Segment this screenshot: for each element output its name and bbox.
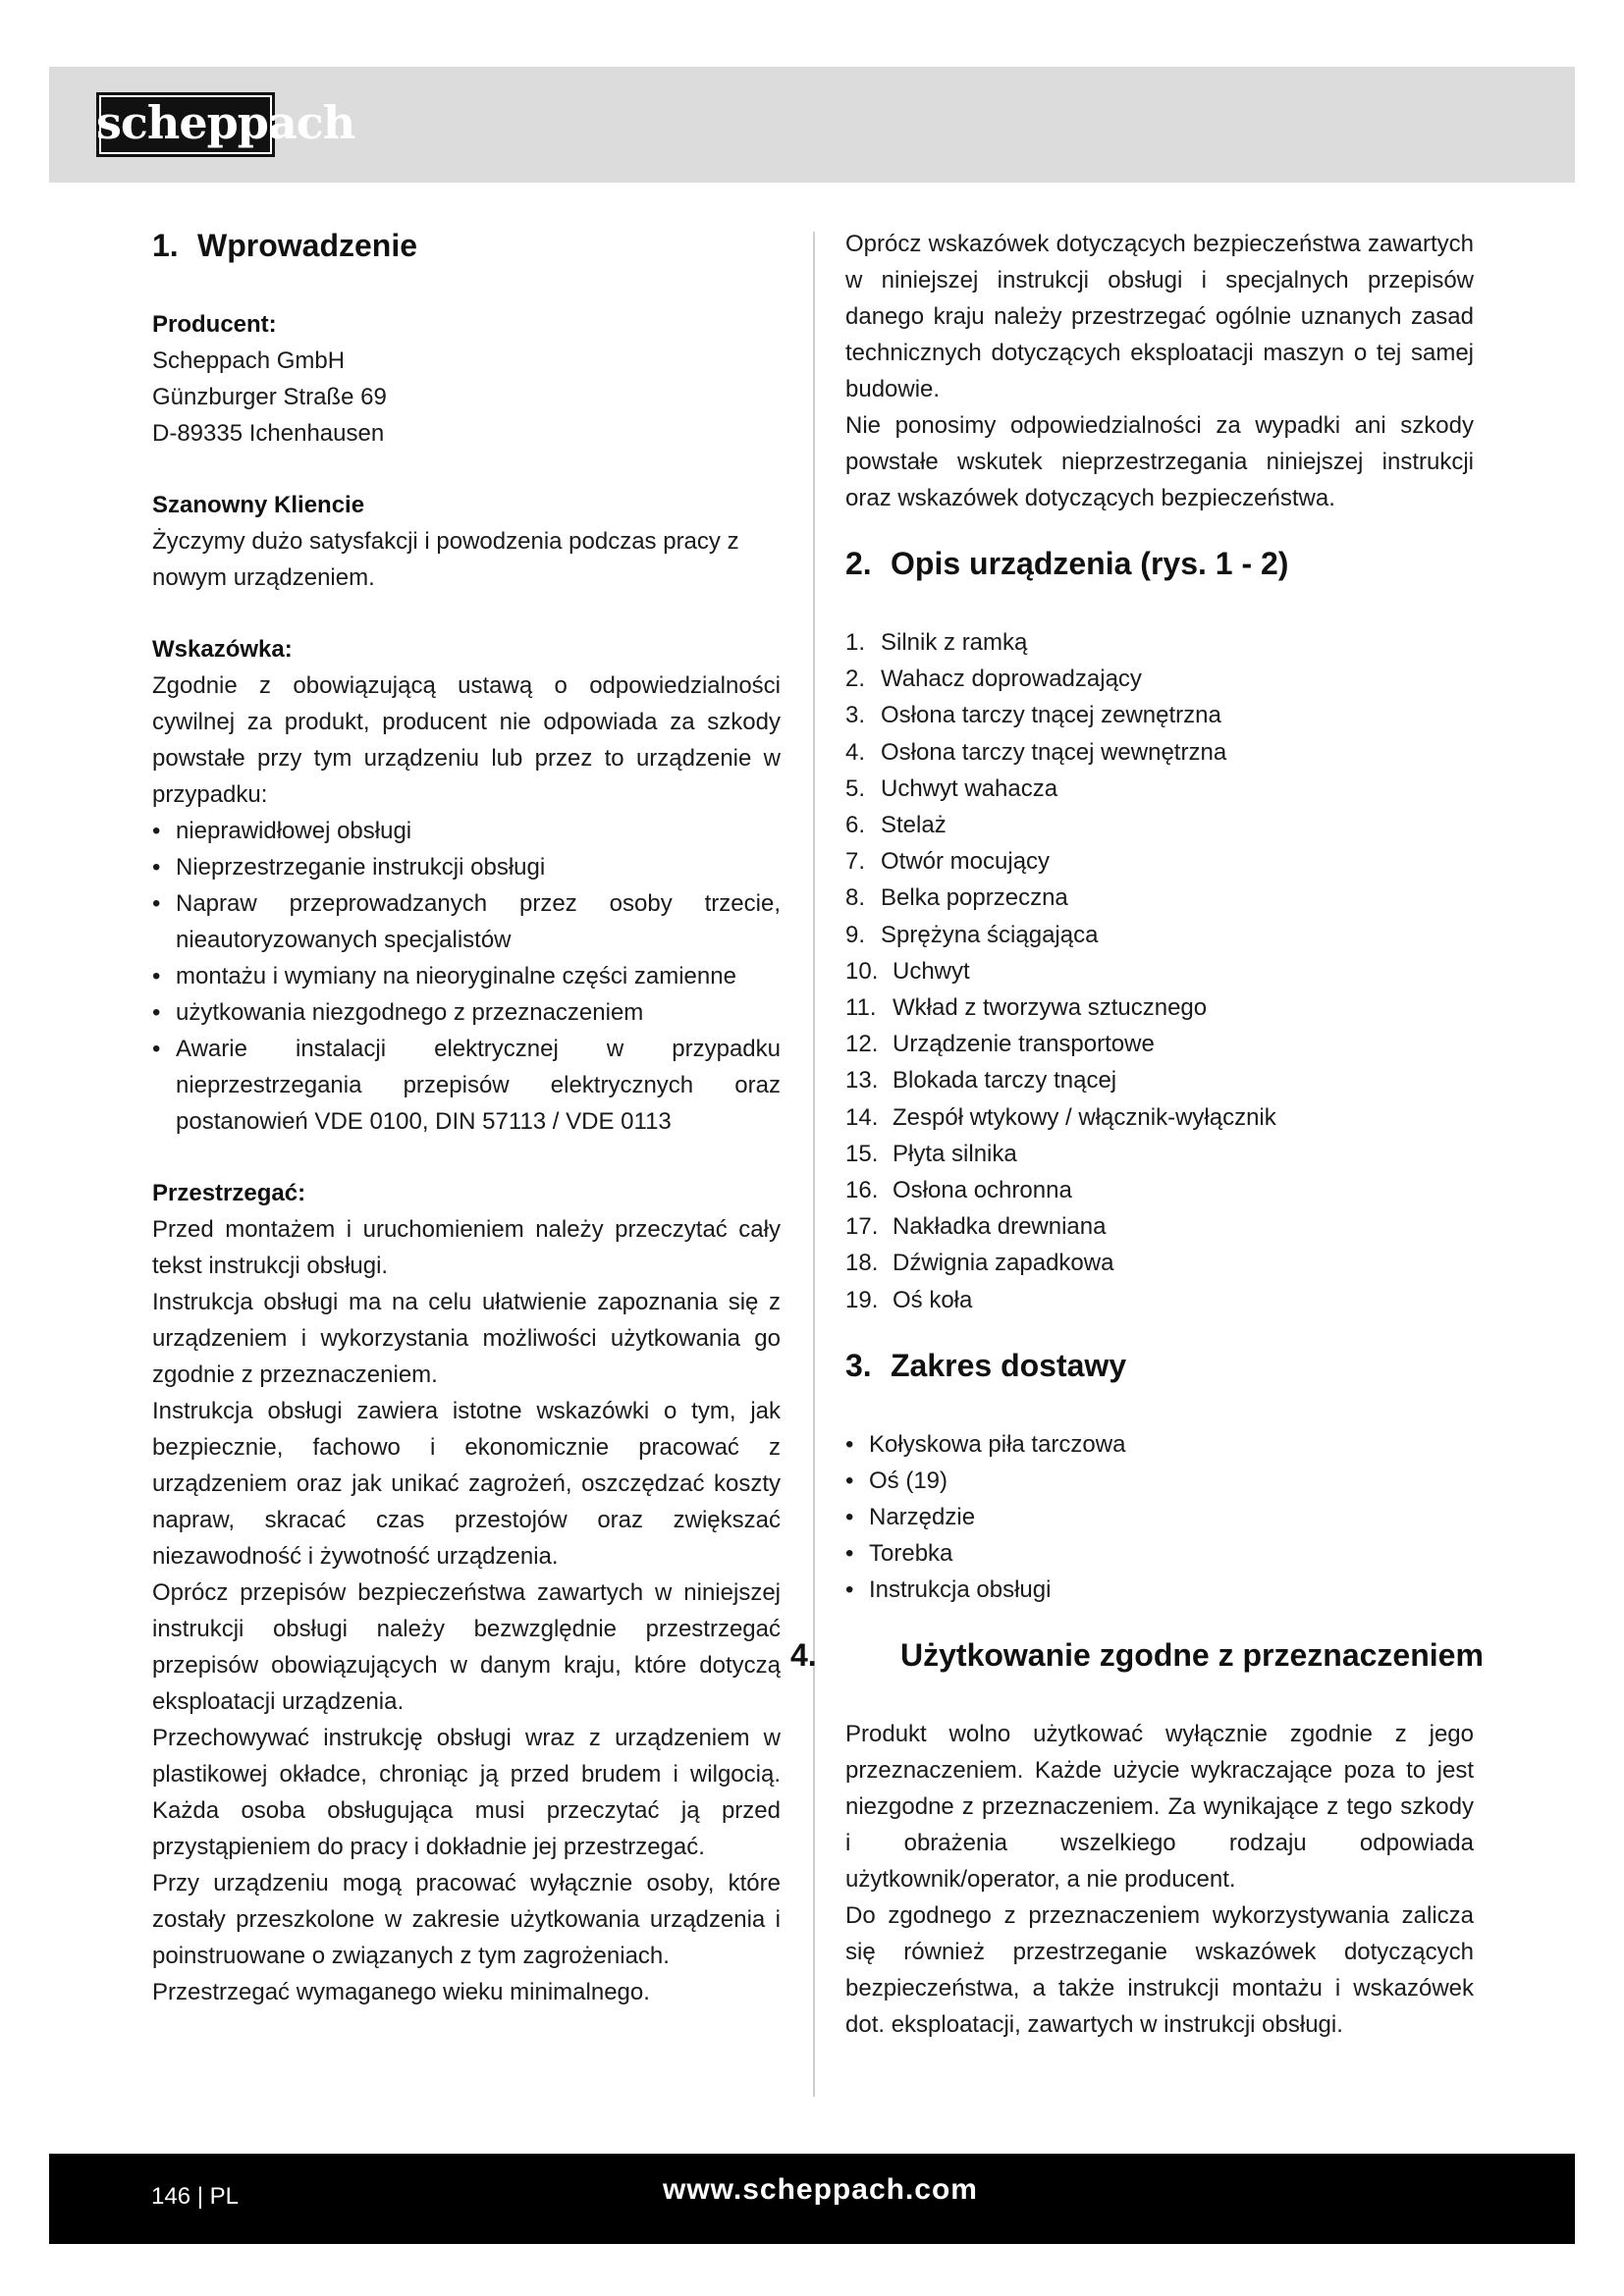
- list-item: 3. Osłona tarczy tnącej zewnętrzna: [845, 702, 1221, 729]
- customer-text: Życzymy dużo satysfakcji i powodzenia podczas pracy z nowym urządzeniem.: [152, 528, 739, 591]
- list-item: • nieprawidłowej obsługi: [152, 818, 412, 844]
- list-item: • Instrukcja obsługi: [845, 1575, 1052, 1603]
- list-item: 12. Urządzenie transportowe: [845, 1031, 1155, 1058]
- header-band: [49, 67, 1575, 183]
- note-text: Zgodnie z obowiązującą ustawą o odpowiedzialności cywilnej za produkt, producent nie odpowiada za szkody powstałe przy tym urządzeniu lub przez to urządzenie w przypadku:: [152, 672, 781, 808]
- section-title: Zakres dostawy: [891, 1347, 1127, 1383]
- list-item: • Napraw przeprowadzanych przez osoby trzecie, nieautoryzowanych specjalistów: [152, 890, 781, 953]
- website-link[interactable]: www.scheppach.com: [663, 2173, 978, 2206]
- intro-paragraph: Oprócz wskazówek dotyczących bezpieczeństwa zawartych w niniejszej instrukcji obsługi i specjalnych przepisów danego kraju należy przestrzegać ogólnie uznanych zasad technicznych dotyczących eksploatacji maszyn o tej samej budowie.: [845, 231, 1474, 402]
- section-1-heading: [152, 226, 781, 265]
- list-item: 5. Uchwyt wahacza: [845, 774, 1058, 802]
- list-item: 9. Sprężyna ściągająca: [845, 921, 1099, 948]
- scheppach-logo: scheppach: [96, 92, 275, 157]
- column-divider: [813, 232, 815, 2097]
- note-bullet-list: [152, 813, 781, 1140]
- section-4-heading: [790, 1635, 1509, 1675]
- list-item: 7. Otwór mocujący: [845, 848, 1051, 876]
- section-number: 4.: [790, 1636, 817, 1673]
- section-number: 2.: [845, 546, 872, 581]
- producer-label: Producent:: [152, 311, 277, 338]
- list-item: 16. Osłona ochronna: [845, 1177, 1072, 1204]
- producer-line: Günzburger Straße 69: [152, 384, 387, 410]
- list-item: • Awarie instalacji elektrycznej w przypadku nieprzestrzegania przepisów elektrycznych oraz postanowień VDE 0100, DIN 57113 / VDE 0113: [152, 1036, 781, 1135]
- list-item: • Oś (19): [845, 1467, 948, 1494]
- list-item: 2. Wahacz doprowadzający: [845, 666, 1142, 693]
- list-item: • użytkowania niezgodnego z przeznaczeniem: [152, 999, 644, 1026]
- section-3-heading: [845, 1346, 1474, 1385]
- observe-paragraph: Oprócz przepisów bezpieczeństwa zawartych w niniejszej instrukcji obsługi należy bezwzględnie przestrzegać przepisów obowiązujących w danym kraju, które dotyczą eksploatacji urządzenia.: [152, 1579, 781, 1715]
- list-item: • Torebka: [845, 1539, 953, 1567]
- section-title: Użytkowanie zgodne z przeznaczeniem: [900, 1636, 1484, 1673]
- delivery-list: [845, 1426, 1474, 1608]
- list-item: 19. Oś koła: [845, 1286, 973, 1313]
- list-item: 8. Belka poprzeczna: [845, 884, 1068, 912]
- list-item: 4. Osłona tarczy tnącej wewnętrzna: [845, 738, 1227, 766]
- left-column: [152, 226, 781, 2010]
- observe-label: Przestrzegać:: [152, 1180, 306, 1206]
- list-item: • Kołyskowa piła tarczowa: [845, 1430, 1126, 1458]
- section-2-heading: [845, 544, 1474, 583]
- intro-paragraph: Nie ponosimy odpowiedzialności za wypadki ani szkody powstałe wskutek nieprzestrzegania niniejszej instrukcji oraz wskazówek dotyczących bezpieczeństwa.: [845, 412, 1474, 511]
- observe-paragraph: Instrukcja obsługi zawiera istotne wskazówki o tym, jak bezpiecznie, fachowo i ekonomicznie pracować z urządzeniem oraz jak unikać zagrożeń, oszczędzać koszty napraw, skracać czas przestojów oraz zwiększać niezawodność i żywotność urządzenia.: [152, 1398, 781, 1570]
- section-number: 3.: [845, 1347, 872, 1383]
- list-item: • Narzędzie: [845, 1503, 976, 1530]
- observe-paragraph: Przed montażem i uruchomieniem należy przeczytać cały tekst instrukcji obsługi.: [152, 1216, 781, 1279]
- right-column: [790, 226, 1484, 2043]
- parts-list: [845, 624, 1474, 1318]
- list-item: • montażu i wymiany na nieoryginalne części zamienne: [152, 963, 736, 989]
- use-paragraph: Produkt wolno użytkować wyłącznie zgodnie z jego przeznaczeniem. Każde użycie wykraczające poza to jest niezgodne z przeznaczeniem. Za wynikające z tego szkody i obrażenia wszelkiego rodzaju odpowiada użytkownik/operator, a nie producent.: [845, 1720, 1474, 1893]
- observe-paragraph: Przy urządzeniu mogą pracować wyłącznie osoby, które zostały przeszkolone w zakresie użytkowania urządzenia i poinstruowane o związanych z tym zagrożeniach.: [152, 1870, 781, 1969]
- list-item: 14. Zespół wtykowy / włącznik-wyłącznik: [845, 1103, 1276, 1131]
- note-label: Wskazówka:: [152, 636, 293, 663]
- list-item: 10. Uchwyt: [845, 957, 970, 985]
- page-number: 146 | PL: [151, 2183, 239, 2210]
- footer-bar: [49, 2154, 1575, 2244]
- use-paragraph: Do zgodnego z przeznaczeniem wykorzystywania zalicza się również przestrzeganie wskazówek dotyczących bezpieczeństwa, a także instrukcji montażu i wskazówek dot. eksploatacji, zawartych w instrukcji obsługi.: [845, 1901, 1474, 2038]
- list-item: 1. Silnik z ramką: [845, 629, 1028, 656]
- producer-line: Scheppach GmbH: [152, 347, 346, 374]
- list-item: 17. Nakładka drewniana: [845, 1213, 1107, 1241]
- observe-paragraph: Przechowywać instrukcję obsługi wraz z urządzeniem w plastikowej okładce, chroniąc ją przed brudem i wilgocią. Każda osoba obsługująca musi przeczytać ją przed przystąpieniem do pracy i dokładnie jej przestrzegać.: [152, 1725, 781, 1860]
- list-item: 6. Stelaż: [845, 812, 947, 839]
- list-item: 13. Blokada tarczy tnącej: [845, 1067, 1117, 1095]
- list-item: 15. Płyta silnika: [845, 1140, 1017, 1167]
- producer-line: D-89335 Ichenhausen: [152, 420, 385, 447]
- list-item: • Nieprzestrzeganie instrukcji obsługi: [152, 854, 546, 881]
- customer-label: Szanowny Kliencie: [152, 492, 365, 518]
- section-number: 1.: [152, 228, 179, 263]
- observe-paragraph: Przestrzegać wymaganego wieku minimalnego.: [152, 1979, 650, 2005]
- section-title: Wprowadzenie: [197, 228, 418, 263]
- list-item: 11. Wkład z tworzywa sztucznego: [845, 994, 1208, 1022]
- observe-paragraph: Instrukcja obsługi ma na celu ułatwienie zapoznania się z urządzeniem i wykorzystania możliwości użytkowania go zgodnie z przeznaczeniem.: [152, 1289, 781, 1388]
- list-item: 18. Dźwignia zapadkowa: [845, 1250, 1114, 1277]
- section-title: Opis urządzenia (rys. 1 - 2): [891, 546, 1289, 581]
